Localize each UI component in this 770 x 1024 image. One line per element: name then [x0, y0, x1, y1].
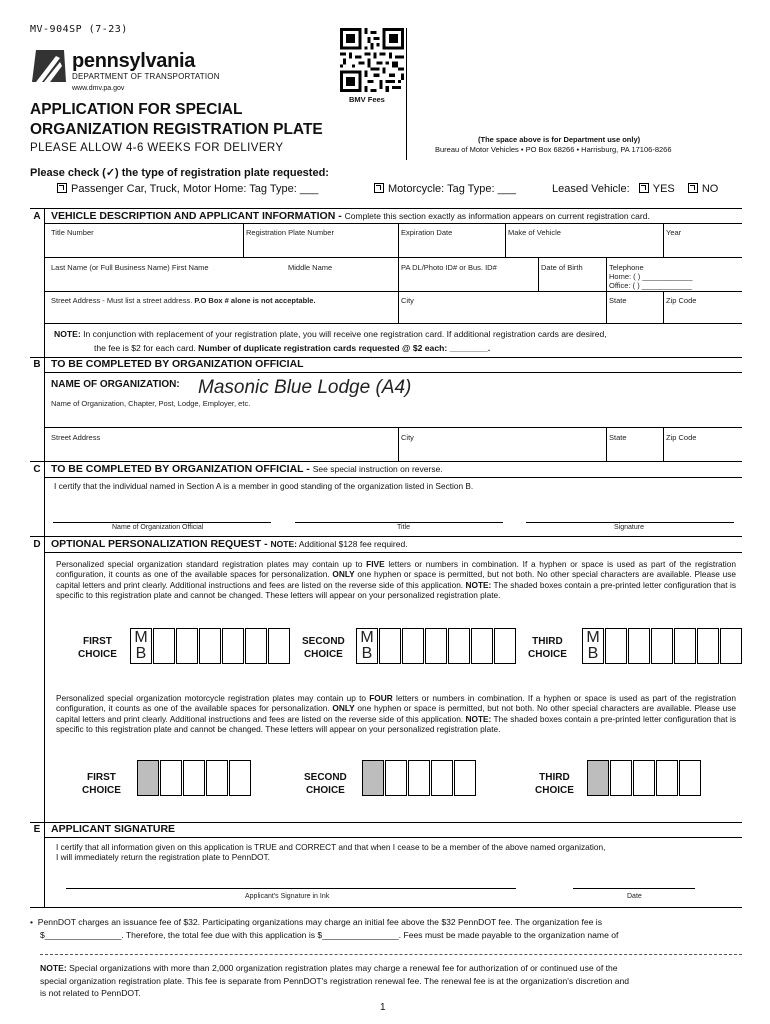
state-label-b: State [609, 433, 627, 442]
website: www.dmv.pa.gov [72, 85, 125, 92]
prefix-m: M [586, 629, 600, 646]
moto-prefix-box [362, 760, 384, 796]
last-name-label: Last Name (or Full Business Name) First Name [51, 263, 209, 272]
std-second-choice-boxes[interactable] [356, 628, 517, 664]
section-a-letter: A [33, 211, 41, 222]
prefix-m: M [360, 629, 374, 646]
plate-char-box[interactable] [245, 628, 267, 664]
form-id: MV-904SP (7-23) [30, 24, 128, 35]
applicant-signature-label: Applicant's Signature in Ink [245, 893, 330, 900]
std-third-choice-boxes[interactable] [582, 628, 743, 664]
prefix-m: M [134, 629, 148, 646]
title-line-2: ORGANIZATION REGISTRATION PLATE [30, 121, 323, 138]
qr-code [340, 28, 404, 92]
bureau-address: Bureau of Motor Vehicles • PO Box 68266 • Harrisburg, PA 17106-8266 [435, 145, 672, 154]
plate-char-box[interactable] [471, 628, 493, 664]
section-c-title-text: TO BE COMPLETED BY ORGANIZATION OFFICIAL - [51, 463, 313, 475]
sig-official-label: Name of Organization Official [112, 524, 204, 531]
year-label: Year [666, 228, 682, 237]
sig-signature-label: Signature [614, 524, 644, 531]
date-label: Date [627, 893, 642, 900]
section-e-certify-1: I certify that all information given on this application is TRUE and CORRECT and that when I cease to be a member of the above named organization, [56, 842, 606, 852]
leased-yes-checkbox[interactable] [639, 183, 649, 193]
section-a-note-text: In conjunction with replacement of your registration plate, you will receive one registration card. If additional registration cards are desired, [83, 329, 607, 339]
plate-char-box[interactable] [628, 628, 650, 664]
prefix-b: B [135, 645, 147, 662]
motorcycle-plate-paragraph [56, 693, 736, 734]
std-second-choice-label: SECOND CHOICE [302, 636, 345, 660]
title-number-label: Title Number [51, 228, 94, 237]
plate-char-box[interactable] [199, 628, 221, 664]
std-para-c: one hyphen or space is permitted, but not both. No other special characters are available. Please use capital letters and print clearly. Additional instructions and fees are listed on the reverse side of this application. [56, 569, 736, 590]
std-para-five: FIVE [366, 559, 385, 569]
section-a-title-text: VEHICLE DESCRIPTION AND APPLICANT INFORMATION - [51, 210, 345, 222]
middle-name-label: Middle Name [288, 263, 333, 272]
city-label-b: City [401, 433, 414, 442]
section-c-title [51, 463, 443, 475]
section-a-note [54, 327, 742, 355]
section-d-title [51, 538, 408, 550]
std-prefix-box [130, 628, 152, 664]
moto-third-choice-boxes[interactable] [587, 760, 702, 796]
section-c-certify: I certify that the individual named in Section A is a member in good standing of the organization listed in Section B. [54, 481, 474, 491]
plate-char-box[interactable] [160, 760, 182, 796]
plate-char-box[interactable] [651, 628, 673, 664]
section-d-letter: D [33, 539, 41, 550]
plate-char-box[interactable] [674, 628, 696, 664]
leased-yes-label: YES [652, 183, 675, 195]
renewal-note-text-2: special organization registration plate. This fee is separate from PennDOT's registration renewal fee. The renewal fee is at the organization's discretion and [40, 975, 630, 986]
date-line[interactable] [573, 888, 695, 889]
plate-char-box[interactable] [431, 760, 453, 796]
plate-char-box[interactable] [656, 760, 678, 796]
section-a-title [51, 210, 650, 222]
plate-char-box[interactable] [402, 628, 424, 664]
section-e-rule [44, 836, 45, 908]
section-a-note-label: NOTE: [54, 329, 81, 339]
plate-char-box[interactable] [408, 760, 430, 796]
plate-char-box[interactable] [229, 760, 251, 796]
section-d-note-bold: NOTE: [270, 539, 297, 549]
application-form [30, 208, 742, 848]
moto-para-only: ONLY [332, 703, 355, 714]
moto-second-choice-boxes[interactable] [362, 760, 477, 796]
street-address-bold: P.O Box # alone is not acceptable. [194, 296, 316, 305]
prefix-b: B [361, 645, 373, 662]
section-c-letter: C [33, 464, 41, 475]
std-first-choice-label: FIRST CHOICE [78, 636, 117, 660]
date-of-birth-label: Date of Birth [541, 263, 583, 272]
page-number: 1 [380, 1002, 386, 1013]
plate-type-prompt: Please check (✓) the type of registration plate requested: [30, 167, 329, 179]
plate-char-box[interactable] [206, 760, 228, 796]
section-b-letter: B [33, 359, 41, 370]
org-name-label: NAME OF ORGANIZATION: [51, 379, 180, 390]
zip-label-a: Zip Code [666, 296, 697, 305]
moto-para-d: The shaded boxes contain a pre-printed letter configuration that is specific to this registration plate and cannot be changed. These letters will appear on your personalized registration plate. [56, 713, 736, 734]
expiration-date-label: Expiration Date [401, 228, 453, 237]
office-phone-label: Office: ( ) ____________ [609, 281, 692, 290]
plate-char-box[interactable] [454, 760, 476, 796]
state-name: pennsylvania [72, 50, 196, 72]
moto-third-choice-label: THIRD CHOICE [535, 772, 574, 796]
plate-char-box[interactable] [448, 628, 470, 664]
option-passenger-label: Passenger Car, Truck, Motor Home: Tag Type: ___ [71, 183, 319, 195]
moto-first-choice-label: FIRST CHOICE [82, 772, 121, 796]
plate-char-box[interactable] [153, 628, 175, 664]
zip-label-b: Zip Code [666, 433, 697, 442]
plate-char-box[interactable] [222, 628, 244, 664]
moto-para-note: NOTE: [465, 713, 492, 724]
renewal-note-label: NOTE: [40, 963, 67, 973]
std-para-a: Personalized special organization standard registration plates may contain up to [56, 559, 367, 569]
form-bottom-border [30, 907, 742, 908]
plate-char-box[interactable] [697, 628, 719, 664]
plate-char-box[interactable] [268, 628, 290, 664]
leased-no-label: NO [701, 183, 719, 195]
std-first-choice-boxes[interactable] [130, 628, 291, 664]
standard-plate-paragraph [56, 559, 736, 600]
plate-char-box[interactable] [633, 760, 655, 796]
fee-paragraph [30, 916, 745, 942]
moto-first-choice-boxes[interactable] [137, 760, 252, 796]
std-third-choice-label: THIRD CHOICE [528, 636, 567, 660]
moto-prefix-box [137, 760, 159, 796]
plate-char-box[interactable] [679, 760, 701, 796]
make-of-vehicle-label: Make of Vehicle [508, 228, 561, 237]
renewal-note-text-3: is not related to PennDOT. [40, 988, 141, 998]
section-a-title-note: Complete this section exactly as information appears on current registration card. [344, 211, 650, 221]
std-para-d: The shaded boxes contain a pre-printed letter configuration that is specific to this registration plate and cannot be changed. These letters will appear on your personalized registration plate. [56, 579, 736, 600]
fee-line-1-text: PennDOT charges an issuance fee of $32. Participating organizations may charge an initial fee above the $32 PennDOT fee. The organization fee is [37, 917, 602, 927]
street-address-text: Street Address - Must list a street address. [51, 296, 195, 305]
org-name-value[interactable]: Masonic Blue Lodge (A4) [198, 377, 412, 398]
moto-para-a: Personalized special organization motorcycle registration plates may contain up to [56, 693, 370, 703]
plate-char-box[interactable] [425, 628, 447, 664]
plate-char-box[interactable] [605, 628, 627, 664]
std-prefix-box [356, 628, 378, 664]
keystone-logo-icon [30, 48, 68, 84]
street-address-label-b: Street Address [51, 433, 101, 442]
plate-char-box[interactable] [183, 760, 205, 796]
motorcycle-checkbox[interactable] [374, 183, 384, 193]
section-a-note-bold: Number of duplicate registration cards requested @ $2 each: ________. [198, 343, 491, 353]
renewal-note [40, 962, 742, 1000]
pa-dl-label: PA DL/Photo ID# or Bus. ID# [401, 263, 497, 272]
std-para-only: ONLY [332, 569, 355, 580]
org-name-sub: Name of Organization, Chapter, Post, Lodge, Employer, etc. [51, 399, 251, 408]
passenger-checkbox[interactable] [57, 183, 67, 193]
plate-char-box[interactable] [610, 760, 632, 796]
section-a-note-text2: the fee is $2 for each card. [94, 343, 199, 353]
option-passenger[interactable] [57, 183, 318, 195]
moto-para-four: FOUR [369, 693, 393, 703]
plate-char-box[interactable] [385, 760, 407, 796]
moto-prefix-box [587, 760, 609, 796]
leased-vehicle [552, 183, 718, 195]
state-label-a: State [609, 296, 627, 305]
title-line-1: APPLICATION FOR SPECIAL [30, 101, 243, 118]
std-prefix-box [582, 628, 604, 664]
moto-para-c: one hyphen or space is permitted, but not both. No other special characters are available. Please use capital letters and print clearly. Additional instructions and fees are listed on the reverse side of this application. [56, 703, 736, 724]
plate-char-box[interactable] [379, 628, 401, 664]
option-motorcycle[interactable] [374, 183, 516, 195]
section-e-certify [56, 842, 736, 863]
applicant-signature-line[interactable] [66, 888, 516, 889]
prefix-b: B [587, 645, 599, 662]
dept-use-text: (The space above is for Department use only) [478, 135, 641, 144]
fee-line-1: • PennDOT charges an issuance fee of $32. Participating organizations may charge an initial fee above the $32 PennDOT fee. The organization fee is [30, 917, 602, 927]
section-c-title-note: See special instruction on reverse. [312, 464, 443, 474]
home-phone-label: Home: ( ) ____________ [609, 272, 693, 281]
option-motorcycle-label: Motorcycle: Tag Type: ___ [388, 183, 516, 195]
allow-weeks: PLEASE ALLOW 4-6 WEEKS FOR DELIVERY [30, 142, 284, 154]
moto-para-b: letters or numbers in combination. If a hyphen or space is used as part of the registration configuration, it counts as one of the available spaces for personalization. [56, 693, 736, 714]
sig-title-label: Title [397, 524, 410, 531]
section-e-title: APPLICANT SIGNATURE [51, 823, 176, 835]
plate-char-box[interactable] [176, 628, 198, 664]
std-para-b: letters or numbers in combination. If a hyphen or space is used as part of the registration configuration, it counts as one of the available spaces for personalization. [56, 559, 736, 580]
penndot-logo [30, 48, 68, 84]
leased-label: Leased Vehicle: [552, 183, 630, 195]
renewal-note-text-1: Special organizations with more than 2,000 organization registration plates may charge a renewal fee for authorization of or continued use of the [66, 963, 618, 973]
reg-plate-number-label: Registration Plate Number [246, 228, 334, 237]
bmv-fees-label: BMV Fees [349, 95, 385, 104]
department-name: DEPARTMENT OF TRANSPORTATION [72, 72, 220, 81]
moto-second-choice-label: SECOND CHOICE [304, 772, 347, 796]
std-para-note: NOTE: [465, 579, 492, 590]
qr-code-icon [340, 28, 404, 92]
section-d-note: Additional $128 fee required. [297, 539, 408, 549]
city-label-a: City [401, 296, 414, 305]
plate-char-box[interactable] [720, 628, 742, 664]
telephone-label: Telephone [609, 263, 644, 272]
dept-use-box [406, 28, 407, 160]
section-d-title-text: OPTIONAL PERSONALIZATION REQUEST - [51, 538, 271, 550]
fee-line-2: $________________. Therefore, the total fee due with this application is $________________. Fees must be made payable to the organization name of [40, 930, 619, 940]
section-b-title: TO BE COMPLETED BY ORGANIZATION OFFICIAL [51, 358, 304, 370]
section-e-certify-2: I will immediately return the registration plate to PennDOT. [56, 852, 270, 863]
fee-org-line [40, 954, 742, 955]
leased-no-checkbox[interactable] [688, 183, 698, 193]
plate-char-box[interactable] [494, 628, 516, 664]
section-e-letter: E [33, 824, 41, 835]
street-address-label [51, 296, 316, 305]
